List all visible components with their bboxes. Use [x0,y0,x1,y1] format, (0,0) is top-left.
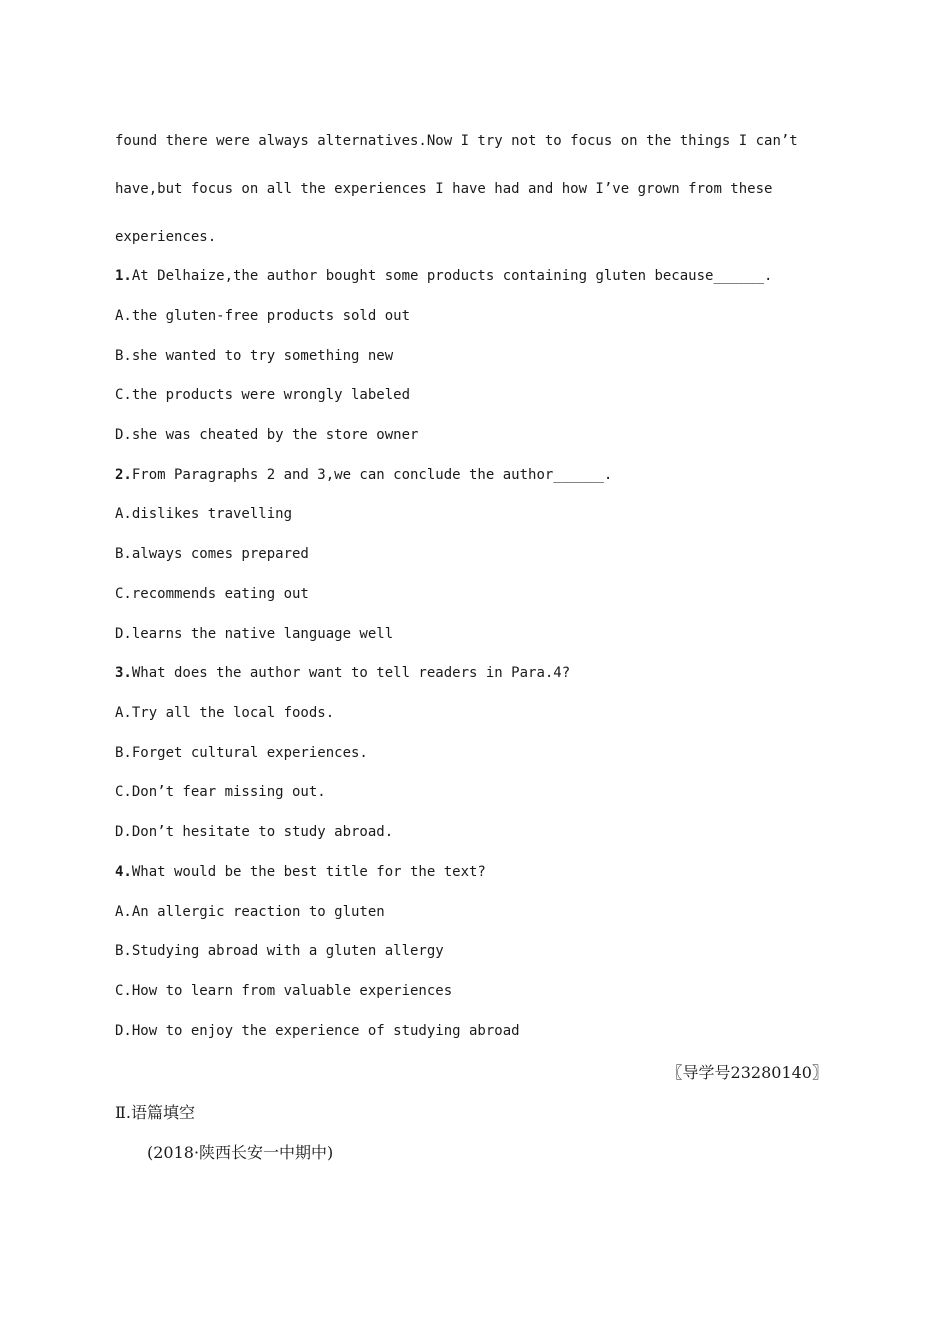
passage-line-3: experiences. [115,229,217,245]
question-stem: From Paragraphs 2 and 3,we can conclude the author______. [131,467,613,483]
option-1c: C.the products were wrongly labeled [115,387,411,403]
option-3a: A.Try all the local foods. [115,705,335,721]
option-2a: A.dislikes travelling [115,506,293,522]
option-1b: B.she wanted to try something new [115,348,394,364]
option-1a: A.the gluten-free products sold out [115,308,411,324]
question-number: 2. [115,467,132,483]
question-1 [115,266,772,286]
option-4b: B.Studying abroad with a gluten allergy [115,943,444,959]
question-3 [115,663,570,683]
option-3c: C.Don’t fear missing out. [115,784,326,800]
source-note: (2018·陕西长安一中期中) [147,1143,334,1162]
question-stem: At Delhaize,the author bought some products containing gluten because______. [131,268,773,284]
option-4d: D.How to enjoy the experience of studying abroad [115,1023,520,1039]
option-2d: D.learns the native language well [115,626,394,642]
question-number: 1. [115,268,132,284]
option-4a: A.An allergic reaction to gluten [115,904,385,920]
option-1d: D.she was cheated by the store owner [115,427,419,443]
option-4c: C.How to learn from valuable experiences [115,983,453,999]
option-2b: B.always comes prepared [115,546,309,562]
option-3b: B.Forget cultural experiences. [115,745,368,761]
question-stem: What does the author want to tell readers in Para.4? [131,665,571,681]
question-2 [115,465,612,485]
guide-number: 〖导学号23280140〗 [666,1063,828,1082]
section-title: Ⅱ.语篇填空 [115,1103,195,1122]
question-number: 3. [115,665,132,681]
passage-line-2: have,but focus on all the experiences I have had and how I’ve grown from these [115,181,773,197]
option-2c: C.recommends eating out [115,586,309,602]
question-stem: What would be the best title for the text? [131,864,486,880]
question-4 [115,862,486,882]
question-number: 4. [115,864,132,880]
passage-line-1: found there were always alternatives.Now I try not to focus on the things I can’t [115,133,798,149]
option-3d: D.Don’t hesitate to study abroad. [115,824,394,840]
